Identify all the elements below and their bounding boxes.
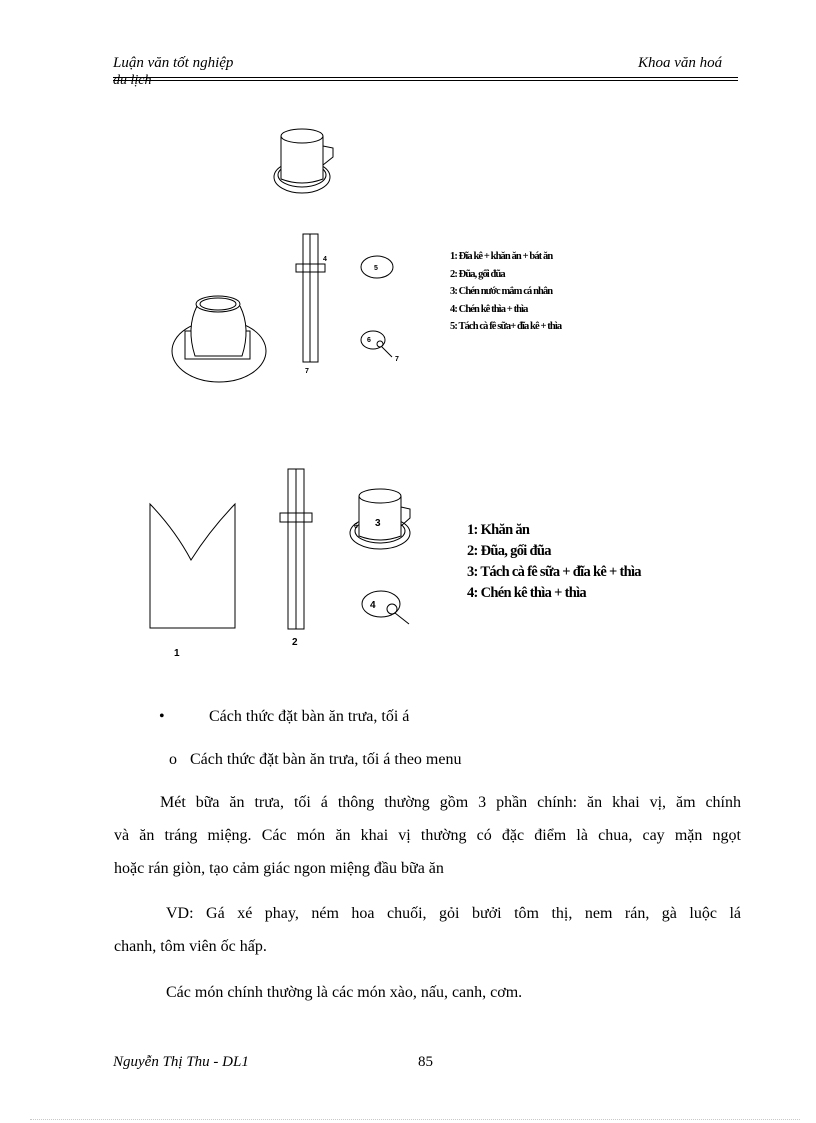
coffee-cup-icon — [274, 129, 333, 193]
label-napkin: 1 — [174, 648, 180, 659]
paragraph-2-line-1: VD: Gá xé phay, ném hoa chuối, gỏi bưởi tôm thị, nem rán, gà luộc lá — [166, 905, 741, 922]
bowl-on-plate-icon — [172, 296, 266, 382]
bullet-marker: • — [159, 708, 165, 725]
paragraph-2-line-2: chanh, tôm viên ốc hấp. — [114, 938, 267, 955]
paragraph-3: Các món chính thường là các món xào, nấu, canh, cơm. — [166, 984, 523, 1001]
legend-item: 5: Tách cà fê sữa+ đĩa kê + thìa — [450, 321, 562, 332]
legend-item: 3: Tách cà fê sữa + đĩa kê + thìa — [467, 564, 641, 580]
label-chopsticks: 7 — [305, 368, 309, 375]
bullet-text: Cách thức đặt bàn ăn trưa, tối á — [209, 708, 410, 725]
page-bottom-divider — [30, 1119, 800, 1120]
page-number: 85 — [418, 1054, 433, 1070]
label-cup: 3 — [375, 518, 381, 529]
legend-item: 4: Chén kê thìa + thìa — [450, 303, 528, 315]
paragraph-1-line-3: hoặc rán giòn, tạo cảm giác ngon miệng đầu bữa ăn — [114, 860, 444, 877]
paragraph-1-line-2: và ăn tráng miệng. Các món ăn khai vị thường có đặc điểm là chua, cay mặn ngọt — [114, 827, 741, 844]
legend-diagram-2 — [467, 520, 641, 604]
label-small-bowl: 5 — [374, 265, 378, 272]
chopsticks-icon — [296, 234, 325, 362]
label-chopstick-rest: 4 — [323, 256, 327, 263]
legend-item: 4: Chén kê thìa + thìa — [467, 585, 586, 601]
legend-item: 2: Đũa, gối đũa — [450, 268, 505, 280]
legend-item: 3: Chén nước mắm cá nhân — [450, 286, 553, 297]
header-right-title: Khoa văn hoá — [638, 55, 723, 71]
label-spoon-dish: 6 — [367, 337, 371, 344]
sub-bullet-text: Cách thức đặt bàn ăn trưa, tối á theo menu — [190, 751, 462, 768]
footer-author: Nguyễn Thị Thu - DL1 — [113, 1054, 249, 1070]
legend-item: 2: Đũa, gối đũa — [467, 543, 551, 559]
legend-diagram-1 — [450, 248, 561, 336]
label-cup-side: 6 — [354, 523, 358, 530]
header-left-subtitle: du lịch — [113, 73, 152, 88]
header-left-title: Luận văn tốt nghiệp — [113, 55, 234, 71]
label-spoon: 7 — [395, 356, 399, 363]
label-chopsticks-2: 2 — [292, 637, 298, 648]
chopsticks-icon — [280, 469, 312, 629]
spoon-dish-icon — [361, 331, 392, 357]
sub-bullet-marker: o — [169, 751, 177, 768]
napkin-icon — [150, 504, 235, 628]
legend-item: 1: Khăn ăn — [467, 522, 530, 538]
legend-item: 1: Đĩa kê + khăn ăn + bát ăn — [450, 251, 553, 262]
label-spoon-dish-2: 4 — [370, 600, 376, 611]
paragraph-1-line-1: Mét bữa ăn trưa, tối á thông thường gồm 3 phần chính: ăn khai vị, ăm chính — [160, 794, 741, 811]
